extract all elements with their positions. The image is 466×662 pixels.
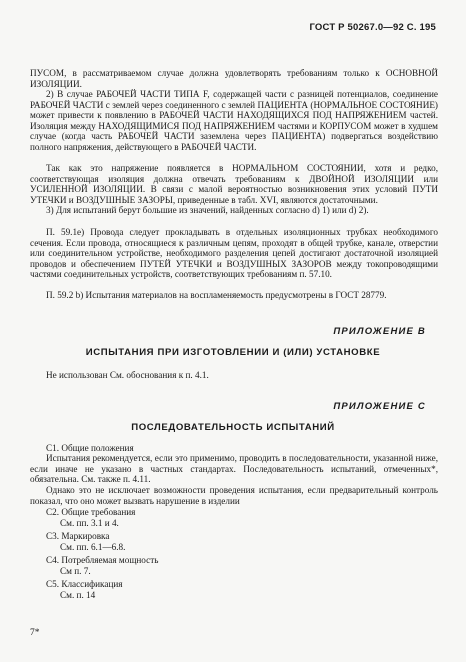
paragraph-59-1e: П. 59.1e) Провода следует прокладывать в отдельных изоляционных трубках необходимого сечения. Если провода, относящиеся к различным цепям, проходят в общей трубке, канале, отверстии или соединительном устройстве, необходимого разделения цепей достигают достаточной изоляцией проводов и обеспечением ПУТЕЙ УТЕЧКИ и ВОЗДУШНЫХ ЗАЗОРОВ между токопроводящими частями соединительных устройств, соответствующих требованиям п. 57.10. [30, 227, 438, 280]
paragraph-normal-state: Так как это напряжение появляется в НОРМАЛЬНОМ СОСТОЯНИИ, хотя и редко, соответствующая изоляция должна отвечать требованиям к ДВОЙНОЙ ИЗОЛЯЦИИ или УСИЛЕННОЙ ИЗОЛЯЦИИ. В связи с малой вероятностью возникновения этих условий ПУТИ УТЕЧКИ и ВОЗДУШНЫЕ ЗАЗОРЫ, приведенные в табл. XVI, являются достаточными. [30, 163, 438, 205]
section-c2-ref: См. пп. 3.1 и 4. [60, 518, 119, 528]
appendix-c-label: ПРИЛОЖЕНИЕ С [333, 401, 426, 412]
section-c3-ref: См. пп. 6.1—6.8. [60, 542, 126, 552]
section-c2-heading: С2. Общие требования [46, 507, 136, 517]
appendix-b-text: Не использован См. обоснования к п. 4.1. [46, 370, 209, 380]
paragraph-pusom: ПУСОМ, в рассматриваемом случае должна удовлетворять требованиям только к ОСНОВНОЙ ИЗОЛЯЦИИ. [30, 68, 438, 89]
section-c5-heading: С5. Классификация [46, 579, 123, 589]
section-c1-text: Испытания рекомендуется, если это применимо, проводить в последовательности, указанной ниже, если иначе не указано в частных стандартах. Последовательность испытаний, отмеченных*, обязательна. См. также п. 4.11. [30, 453, 438, 485]
page-header: ГОСТ Р 50267.0—92 С. 195 [309, 22, 436, 33]
paragraph-item-2: 2) В случае РАБОЧЕЙ ЧАСТИ ТИПА F, содержащей части с разницей потенциалов, соединение РАБОЧЕЙ ЧАСТИ с землей через соединенного с землей ПАЦИЕНТА (НОРМАЛЬНОЕ СОСТОЯНИЕ) может привести к появлению в РАБОЧЕЙ ЧАСТИ НАХОДЯЩИХСЯ ПОД НАПРЯЖЕНИЕМ частей. Изоляция между НАХОДЯЩИМИСЯ ПОД НАПРЯЖЕНИЕМ частями и КОРПУСОМ может в худшем случае (когда часть РАБОЧЕЙ ЧАСТИ заземлена через ПАЦИЕНТА) подвергаться воздействию полного напряжения, действующего в РАБОЧЕЙ ЧАСТИ. [30, 89, 438, 152]
paragraph-59-2b: П. 59.2 b) Испытания материалов на воспламеняемость предусмотрены в ГОСТ 28779. [46, 290, 387, 300]
section-c4-heading: С4. Потребляемая мощность [46, 555, 159, 565]
appendix-b-title: ИСПЫТАНИЯ ПРИ ИЗГОТОВЛЕНИИ И (ИЛИ) УСТАНОВКЕ [85, 347, 381, 358]
appendix-b-label: ПРИЛОЖЕНИЕ В [333, 326, 426, 337]
appendix-c-title: ПОСЛЕДОВАТЕЛЬНОСТЬ ИСПЫТАНИЙ [131, 422, 335, 433]
footer-mark: 7* [30, 628, 40, 638]
paragraph-item-3: 3) Для испытаний берут большие из значений, найденных согласно d) 1) или d) 2). [46, 205, 369, 215]
section-c1-heading: С1. Общие положения [46, 443, 134, 453]
section-c1-text-2: Однако это не исключает возможности проведения испытания, если предварительный контроль показал, что оно может вызвать нарушение в изделии [30, 485, 438, 506]
section-c3-heading: С3. Маркировка [46, 531, 110, 541]
section-c5-ref: См. п. 14 [60, 590, 96, 600]
section-c4-ref: См п. 7. [60, 566, 91, 576]
